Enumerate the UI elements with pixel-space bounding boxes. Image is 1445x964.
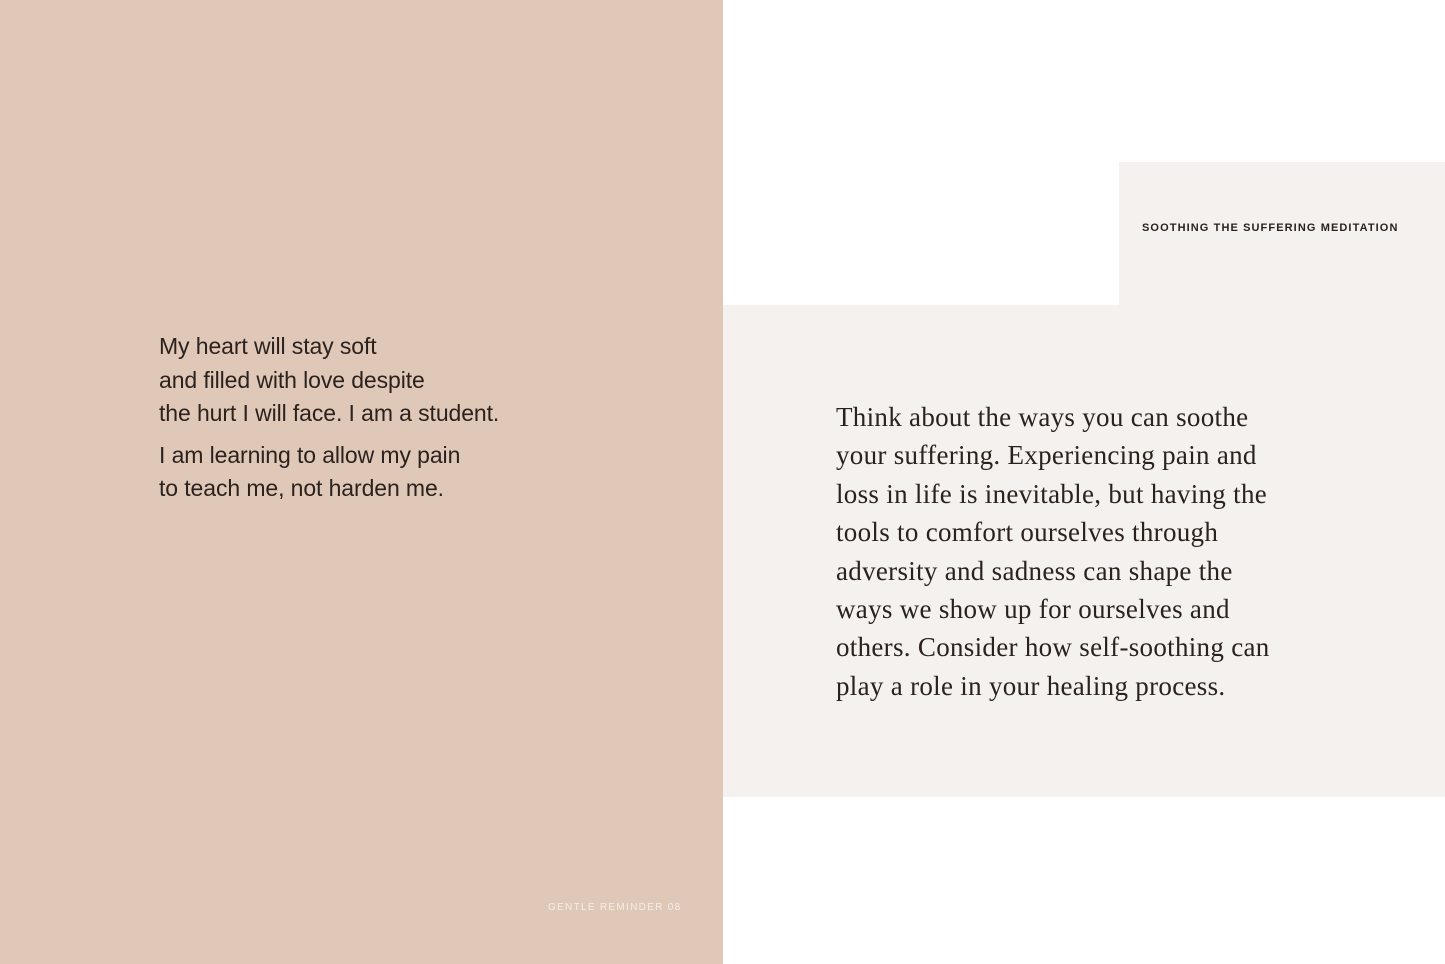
affirmation-line: the hurt I will face. I am a student. bbox=[159, 400, 500, 426]
affirmation-paragraph bbox=[159, 330, 499, 431]
body-line: play a role in your healing process. bbox=[836, 670, 1226, 701]
affirmation-line: to teach me, not harden me. bbox=[159, 475, 444, 501]
affirmation-text bbox=[159, 330, 499, 506]
affirmation-paragraph bbox=[159, 439, 499, 506]
affirmation-line: I am learning to allow my pain bbox=[159, 441, 461, 468]
body-line: adversity and sadness can shape the bbox=[836, 555, 1233, 586]
meditation-body-text bbox=[836, 398, 1270, 705]
page-footer: GENTLE REMINDER 08 bbox=[548, 902, 682, 913]
body-line: Think about the ways you can soothe bbox=[836, 402, 1249, 432]
body-line: ways we show up for ourselves and bbox=[836, 594, 1230, 625]
section-title: SOOTHING THE SUFFERING MEDITATION bbox=[1142, 222, 1399, 234]
body-line: your suffering. Experiencing pain and bbox=[836, 440, 1257, 471]
body-line: others. Consider how self-soothing can bbox=[836, 632, 1270, 663]
affirmation-line: My heart will stay soft bbox=[159, 333, 377, 359]
affirmation-line: and filled with love despite bbox=[159, 366, 425, 393]
body-line: tools to comfort ourselves through bbox=[836, 517, 1219, 548]
body-line: loss in life is inevitable, but having the bbox=[836, 478, 1268, 509]
panel-tab bbox=[1119, 162, 1445, 306]
